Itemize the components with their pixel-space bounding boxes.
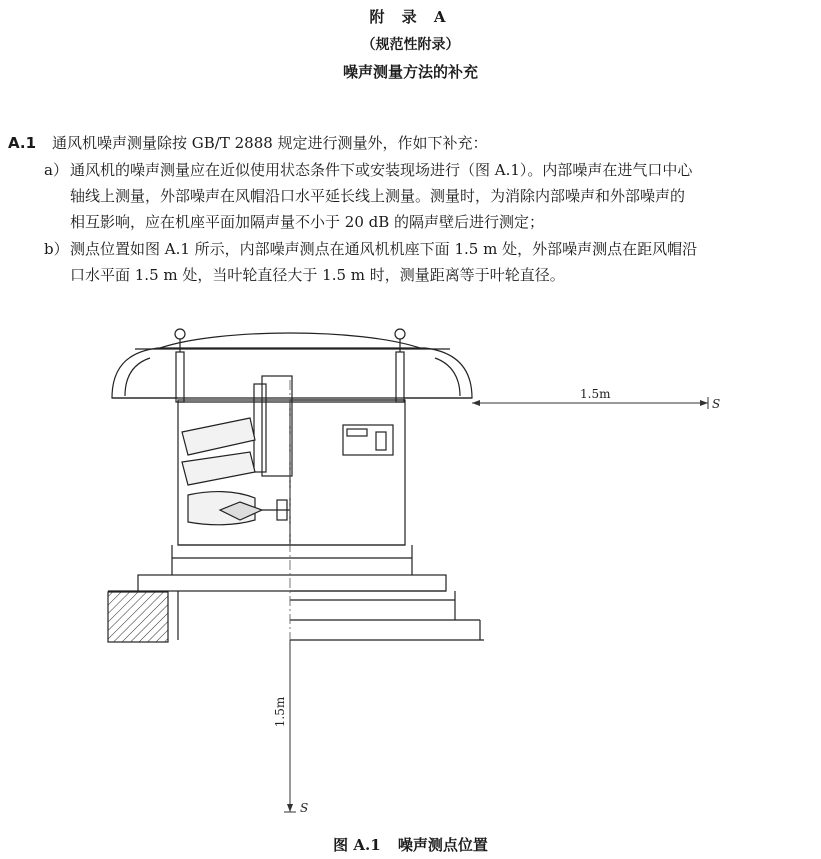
horizontal-distance-label: 1.5m <box>580 387 611 401</box>
item-a-line-3: 相互影响，应在机座平面加隔声量不小于 20 dB 的隔声壁后进行测定； <box>70 213 545 231</box>
section-number: A.1 <box>8 134 37 152</box>
fan-body <box>178 376 405 545</box>
item-a-line-2: 轴线上测量，外部噪声在风帽沿口水平延长线上测量。测量时，为消除内部噪声和外部噪声的 <box>70 187 686 205</box>
item-b-line-1: 测点位置如图 A.1 所示，内部噪声测点在通风机机座下面 1.5 m 处，外部噪声测点在距风帽沿 <box>70 240 698 258</box>
item-b-line-2: 口水平面 1.5 m 处，当叶轮直径大于 1.5 m 时，测量距离等于叶轮直径。 <box>70 266 565 284</box>
appendix-subtitle: （规范性附录） <box>361 37 460 53</box>
horizontal-measurement-point-label: S <box>712 397 721 411</box>
figure-caption-number: 图 A.1 <box>333 836 381 854</box>
item-a-label: a） <box>44 161 68 179</box>
appendix-heading: 噪声测量方法的补充 <box>342 63 478 81</box>
appendix-title: 附 录 A <box>369 8 452 26</box>
figure-caption <box>0 834 821 855</box>
foundation-hatch <box>108 592 168 642</box>
fan-noise-measurement-diagram <box>0 300 821 830</box>
figure-caption-text: 噪声测点位置 <box>397 836 488 854</box>
item-b-label: b） <box>44 240 69 258</box>
vertical-measurement-point-label: S <box>300 801 309 815</box>
item-a-line-1: 通风机的噪声测量应在近似使用状态条件下或安装现场进行（图 A.1）。内部噪声在进气口中心 <box>70 161 693 179</box>
vertical-distance-label: 1.5m <box>273 696 287 728</box>
section-intro: 通风机噪声测量除按 GB/T 2888 规定进行测量外，作如下补充： <box>52 134 488 152</box>
